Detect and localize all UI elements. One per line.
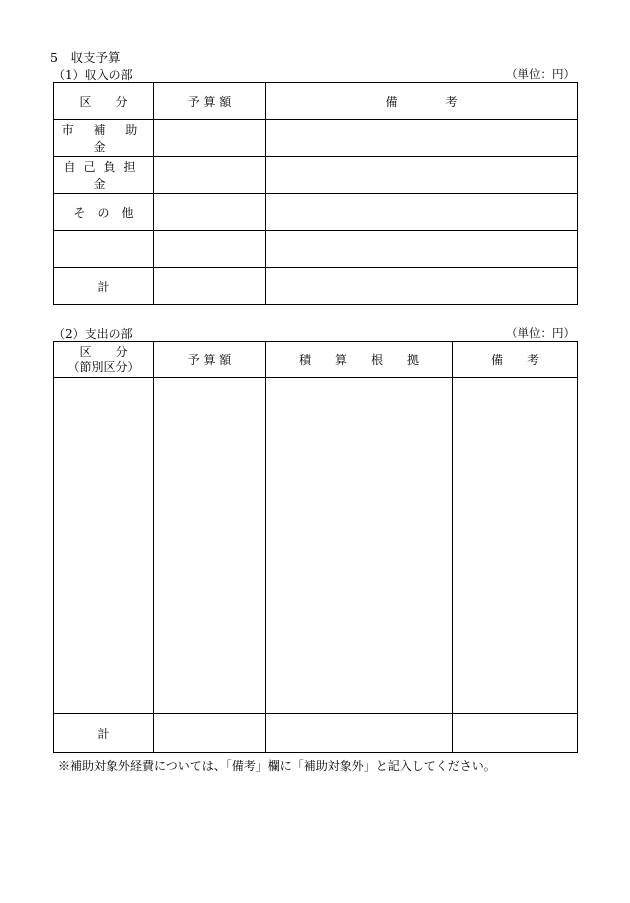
income-row-blank <box>54 231 578 268</box>
expense-total-label: 計 <box>54 714 154 753</box>
income-amount-cell[interactable] <box>154 194 266 231</box>
expense-remarks-cell[interactable] <box>453 378 578 714</box>
income-header-row <box>54 83 578 120</box>
income-row-other <box>54 194 578 231</box>
expense-header-category <box>54 342 154 378</box>
expense-total-amount-cell[interactable] <box>154 714 266 753</box>
expense-header-amount: 予 算 額 <box>154 342 266 378</box>
income-row-city-subsidy <box>54 120 578 157</box>
expense-total-basis-cell[interactable] <box>266 714 453 753</box>
income-row-total <box>54 268 578 305</box>
income-remarks-cell[interactable] <box>266 231 578 268</box>
income-row-label: 市 補 助 金 <box>54 120 154 157</box>
expense-total-remarks-cell[interactable] <box>453 714 578 753</box>
income-header-amount: 予 算 額 <box>154 83 266 120</box>
income-total-remarks-cell[interactable] <box>266 268 578 305</box>
expense-header-category-line1: 区 分 <box>79 344 128 359</box>
income-remarks-cell[interactable] <box>266 120 578 157</box>
footnote: ※補助対象外経費については、「備考」欄に「補助対象外」と記入してください。 <box>58 759 496 773</box>
expense-header-remarks: 備 考 <box>453 342 578 378</box>
expense-table <box>53 341 578 753</box>
expense-amount-cell[interactable] <box>154 378 266 714</box>
expense-subtitle: （2）支出の部 <box>53 327 133 341</box>
income-table <box>53 82 578 305</box>
income-remarks-cell[interactable] <box>266 194 578 231</box>
expense-category-cell[interactable] <box>54 378 154 714</box>
income-row-label[interactable] <box>54 231 154 268</box>
expense-header-row <box>54 342 578 378</box>
expense-body-row <box>54 378 578 714</box>
income-total-label: 計 <box>54 268 154 305</box>
expense-basis-cell[interactable] <box>266 378 453 714</box>
income-total-amount-cell[interactable] <box>154 268 266 305</box>
income-row-self-pay <box>54 157 578 194</box>
expense-unit: （単位：円） <box>506 326 575 340</box>
income-header-category: 区 分 <box>54 83 154 120</box>
income-subtitle: （1）収入の部 <box>53 68 133 82</box>
income-amount-cell[interactable] <box>154 157 266 194</box>
income-amount-cell[interactable] <box>154 231 266 268</box>
section-title: 5 収支予算 <box>50 50 121 65</box>
expense-header-basis: 積 算 根 拠 <box>266 342 453 378</box>
expense-header-category-line2: （節別区分） <box>67 359 140 374</box>
income-row-label: 自己負担金 <box>54 157 154 194</box>
income-row-label: そ の 他 <box>54 194 154 231</box>
income-amount-cell[interactable] <box>154 120 266 157</box>
expense-total-row <box>54 714 578 753</box>
income-unit: （単位：円） <box>506 67 575 81</box>
income-remarks-cell[interactable] <box>266 157 578 194</box>
income-header-remarks: 備 考 <box>266 83 578 120</box>
